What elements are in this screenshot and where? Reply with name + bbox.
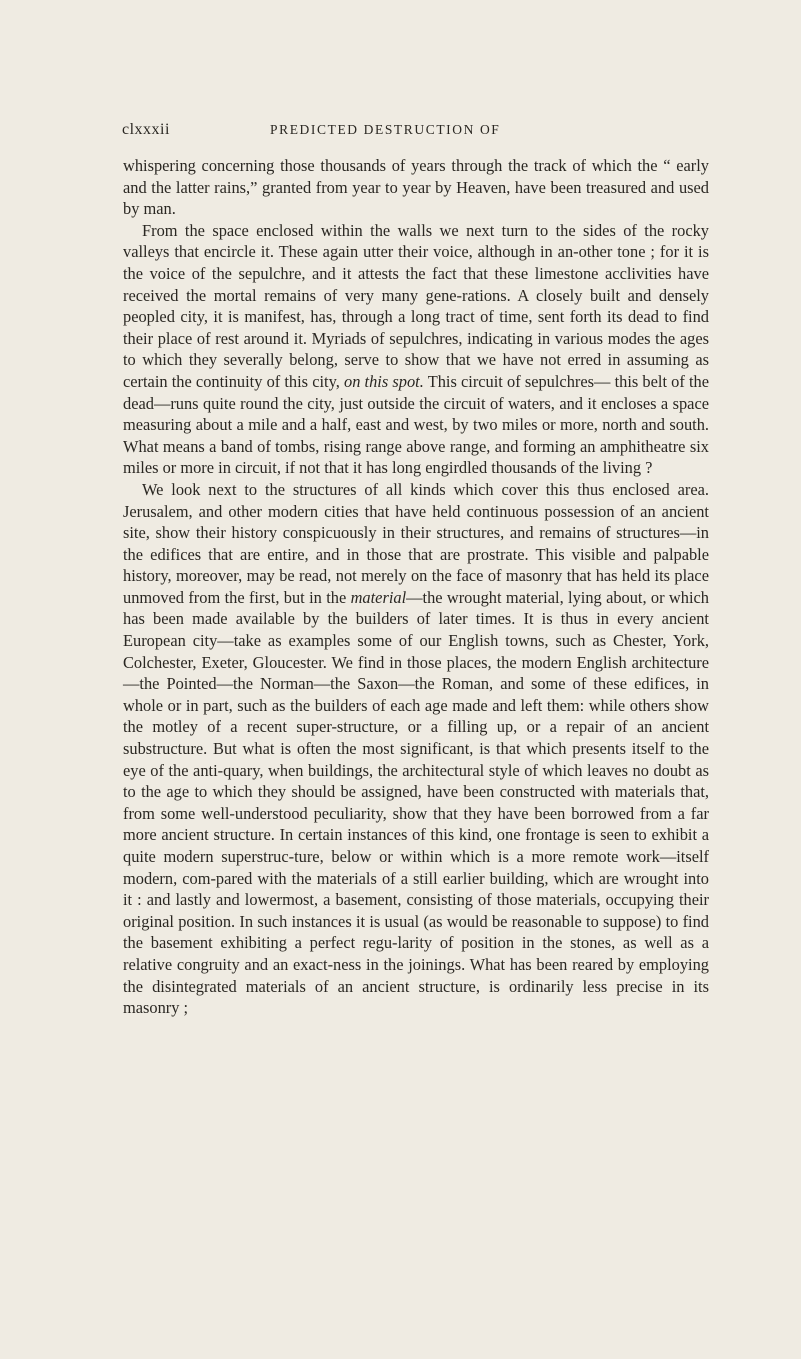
page-number: clxxxii	[122, 121, 170, 138]
italic-run: material	[350, 587, 407, 607]
italic-run: on this spot.	[344, 371, 424, 391]
text-run: This circuit of sepulchres— this belt of the dead—runs quite round the city, just outside the circuit of waters, and it encloses a space measuring about a mile and a half, east and west, by two miles or more, north and south. What means a band of tombs, rising range above range, and forming an amphitheatre six miles or more in circuit, if not that it has long engirdled thousands of the living ?	[123, 371, 709, 478]
paragraph	[123, 220, 709, 479]
body-text	[123, 155, 709, 1019]
running-title: PREDICTED DESTRUCTION OF	[270, 122, 501, 137]
text-run: whispering concerning those thousands of years through the track of which the “ early and the latter rains,” granted from year to year by Heaven, have been treasured and used by man.	[123, 156, 709, 219]
running-head	[122, 118, 709, 142]
text-run: From the space enclosed within the walls we next turn to the sides of the rocky valleys that encircle it. These again utter their voice, although in an-other tone ; for it is the voice of the sepulchre, and it attests the fact that these limestone acclivities have received the mortal remains of very many gene-rations. A closely built and densely peopled city, it is manifest, has, through a long tract of time, sent forth its dead to find their place of rest around it. Myriads of sepulchres, indicating in various modes the ages to which they severally belong, serve to show that we have not erred in assuming as certain the continuity of this city,	[123, 220, 709, 391]
paragraph	[123, 155, 709, 220]
text-run: —the wrought material, lying about, or which has been made available by the builders of later times. It is thus in every ancient European city—take as examples some of our English towns, such as Chester, York, Colchester, Exeter, Gloucester. We find in those places, the modern English architecture—the Pointed—the Norman—the Saxon—the Roman, and some of these edifices, in whole or in part, such as the builders of each age made and left them: while others show the motley of a recent super-structure, or a filling up, or a repair of an ancient substructure. But what is often the most significant, is that which presents itself to the eye of the anti-quary, when buildings, the architectural style of which leaves no doubt as to the age to which they should be assigned, have been constructed with materials that, from some well-understood peculiarity, show that they have been borrowed from a far more ancient structure. In certain instances of this kind, one frontage is seen to exhibit a quite modern superstruc-ture, below or within which is a more remote work—itself modern, com-pared with the materials of a still earlier building, which are wrought into it : and lastly and lowermost, a basement, consisting of those materials, occupying their original position. In such instances it is usual (as would be reasonable to suppose) to find the basement exhibiting a perfect regu-larity of position in the stones, as well as a relative congruity and an exact-ness in the joinings. What has been reared by employing the disintegrated materials of an ancient structure, is ordinarily less precise in its masonry ;	[123, 587, 709, 1018]
paragraph	[123, 479, 709, 1019]
text-run: We look next to the structures of all kinds which cover this thus enclosed area. Jerusalem, and other modern cities that have held continuous possession of an ancient site, show their history conspicuously in their structures, and remains of structures—in the edifices that are entire, and in those that are prostrate. This visible and palpable history, moreover, may be read, not merely on the face of masonry that has held its place unmoved from the first, but in the	[123, 479, 709, 607]
